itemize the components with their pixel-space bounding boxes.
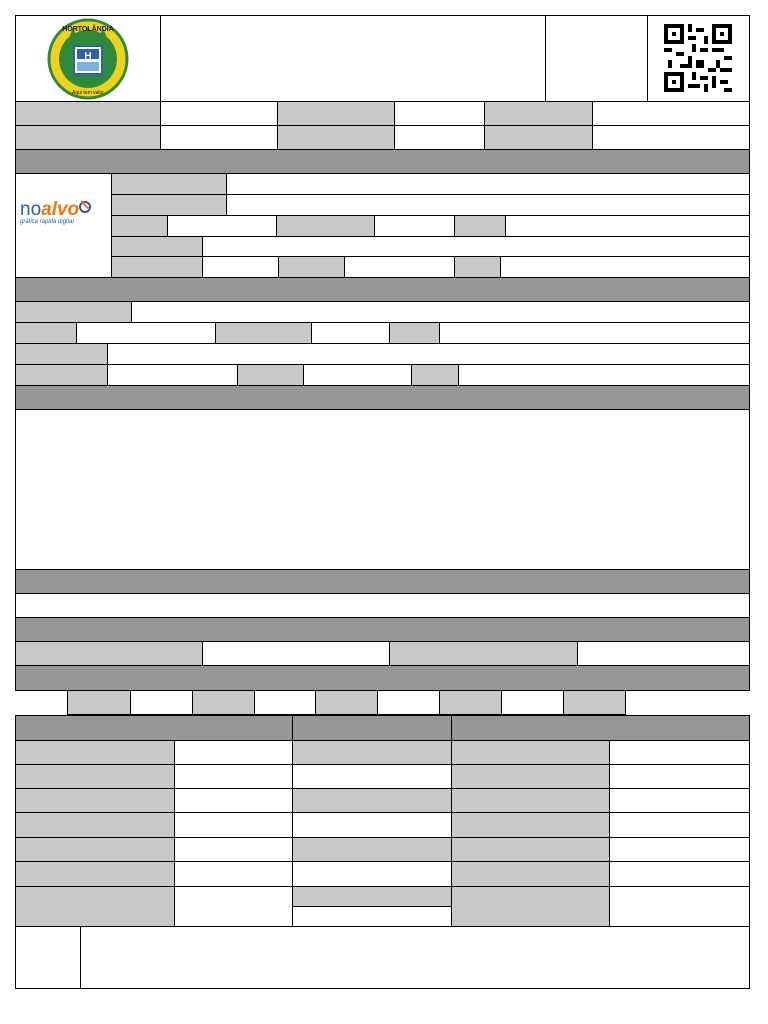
qr-code-icon — [664, 24, 732, 92]
s1-value-7 — [202, 256, 279, 278]
s1-label-1 — [111, 173, 227, 195]
table-mid-cell-8 — [292, 906, 452, 927]
crest-letter: H — [84, 51, 92, 62]
table-left-label-6 — [15, 861, 175, 887]
table-mid-cell-6 — [292, 861, 452, 887]
s6-value-3 — [377, 690, 440, 715]
s4-value — [15, 593, 750, 618]
info-value-4 — [160, 125, 278, 150]
table-right-value-6 — [609, 861, 750, 887]
table-left-label-5 — [15, 837, 175, 862]
table-left-label-2 — [15, 764, 175, 789]
crest-bottom-text: Aqui tem valor — [72, 90, 104, 96]
s6-label-5 — [563, 690, 626, 715]
s1-value-4 — [374, 215, 455, 237]
table-left-value-1 — [174, 740, 293, 765]
s1-value-6 — [202, 236, 750, 257]
info-label-1 — [15, 101, 161, 126]
printer-logo — [20, 199, 108, 225]
s6-label-1 — [67, 690, 131, 715]
table-right-value-2 — [609, 764, 750, 789]
s2-label-2 — [15, 322, 77, 344]
table-left-label-1 — [15, 740, 175, 765]
target-arrow-icon — [79, 199, 91, 213]
footer-notes-cell — [80, 926, 750, 989]
table-right-value-5 — [609, 837, 750, 862]
table-mid-cell-2 — [292, 764, 452, 789]
header-title-cell — [160, 15, 546, 102]
s2-label-7 — [237, 364, 304, 386]
info-label-3 — [484, 101, 593, 126]
s2-value-7 — [303, 364, 412, 386]
s1-label-8 — [278, 256, 345, 278]
table-right-label-6 — [451, 861, 610, 887]
s1-label-2 — [111, 194, 227, 216]
table-left-label-4 — [15, 812, 175, 838]
section-bar-3 — [15, 385, 750, 410]
section-bar-4 — [15, 569, 750, 594]
table-header-left — [15, 715, 293, 741]
s2-value-3 — [311, 322, 390, 344]
s2-label-5 — [15, 343, 108, 365]
s2-label-3 — [215, 322, 312, 344]
s2-value-5 — [107, 343, 750, 365]
info-label-2 — [277, 101, 395, 126]
header-logo-cell — [15, 15, 161, 102]
info-value-1 — [160, 101, 278, 126]
table-right-label-2 — [451, 764, 610, 789]
s1-value-9 — [500, 256, 750, 278]
s2-label-8 — [411, 364, 459, 386]
table-left-value-2 — [174, 764, 293, 789]
table-right-label-4 — [451, 812, 610, 838]
s2-label-4 — [389, 322, 440, 344]
s6-value-4 — [501, 690, 564, 715]
table-mid-cell-7 — [292, 886, 452, 907]
table-header-right — [451, 715, 750, 741]
table-left-value-6 — [174, 861, 293, 887]
info-value-5 — [394, 125, 485, 150]
s5-value-2 — [577, 641, 750, 666]
info-label-5 — [277, 125, 395, 150]
brand-main: alvo — [41, 199, 80, 220]
table-right-label-5 — [451, 837, 610, 862]
table-mid-cell-4 — [292, 812, 452, 838]
footer-label-cell — [15, 926, 81, 989]
s2-label-6 — [15, 364, 108, 386]
table-mid-cell-5 — [292, 837, 452, 862]
section-bar-5 — [15, 617, 750, 642]
table-left-label-7 — [15, 886, 175, 927]
header-qr-cell — [647, 15, 750, 102]
info-value-2 — [394, 101, 485, 126]
table-left-label-3 — [15, 788, 175, 813]
table-right-value-7 — [609, 886, 750, 927]
s2-value-6 — [107, 364, 238, 386]
brand-tagline: gráfica rápida digital — [20, 219, 74, 225]
s1-value-5 — [505, 215, 750, 237]
table-left-value-5 — [174, 837, 293, 862]
s1-label-7 — [111, 256, 203, 278]
info-label-4 — [15, 125, 161, 150]
s6-value-1 — [130, 690, 193, 715]
table-right-value-1 — [609, 740, 750, 765]
s5-label-2 — [389, 641, 578, 666]
s1-value-8 — [344, 256, 455, 278]
s1-value-2 — [226, 194, 750, 216]
city-crest-logo — [40, 18, 136, 100]
table-mid-cell-1 — [292, 740, 452, 765]
brand-prefix: no — [20, 199, 42, 220]
table-right-value-3 — [609, 788, 750, 813]
info-value-3 — [592, 101, 750, 126]
header-number-cell — [545, 15, 648, 102]
s2-value-2 — [76, 322, 216, 344]
table-left-value-7 — [174, 886, 293, 927]
section-bar-6 — [15, 665, 750, 691]
s1-label-6 — [111, 236, 203, 257]
s5-label-1 — [15, 641, 203, 666]
printer-logo-cell — [15, 173, 112, 278]
s6-label-3 — [315, 690, 378, 715]
s1-label-3 — [111, 215, 168, 237]
s6-label-4 — [439, 690, 502, 715]
s1-label-5 — [454, 215, 506, 237]
s2-value-4 — [439, 322, 750, 344]
info-value-6 — [592, 125, 750, 150]
table-left-value-4 — [174, 812, 293, 838]
section-bar-2 — [15, 277, 750, 302]
table-header-middle — [292, 715, 452, 741]
s1-value-3 — [167, 215, 277, 237]
s2-value-8 — [458, 364, 750, 386]
s1-label-4 — [276, 215, 375, 237]
s6-label-2 — [192, 690, 255, 715]
s2-label-1 — [15, 301, 132, 323]
description-area — [15, 409, 750, 570]
info-label-6 — [484, 125, 593, 150]
s6-value-2 — [254, 690, 316, 715]
s1-value-1 — [226, 173, 750, 195]
table-right-label-1 — [451, 740, 610, 765]
table-left-value-3 — [174, 788, 293, 813]
table-right-value-4 — [609, 812, 750, 838]
section-bar-1 — [15, 149, 750, 174]
table-mid-cell-3 — [292, 788, 452, 813]
s2-value-1 — [131, 301, 750, 323]
table-right-label-7 — [451, 886, 610, 927]
crest-top-text: HORTOLÂNDIA — [62, 26, 114, 33]
table-right-label-3 — [451, 788, 610, 813]
s5-value-1 — [202, 641, 390, 666]
s1-label-9 — [454, 256, 501, 278]
